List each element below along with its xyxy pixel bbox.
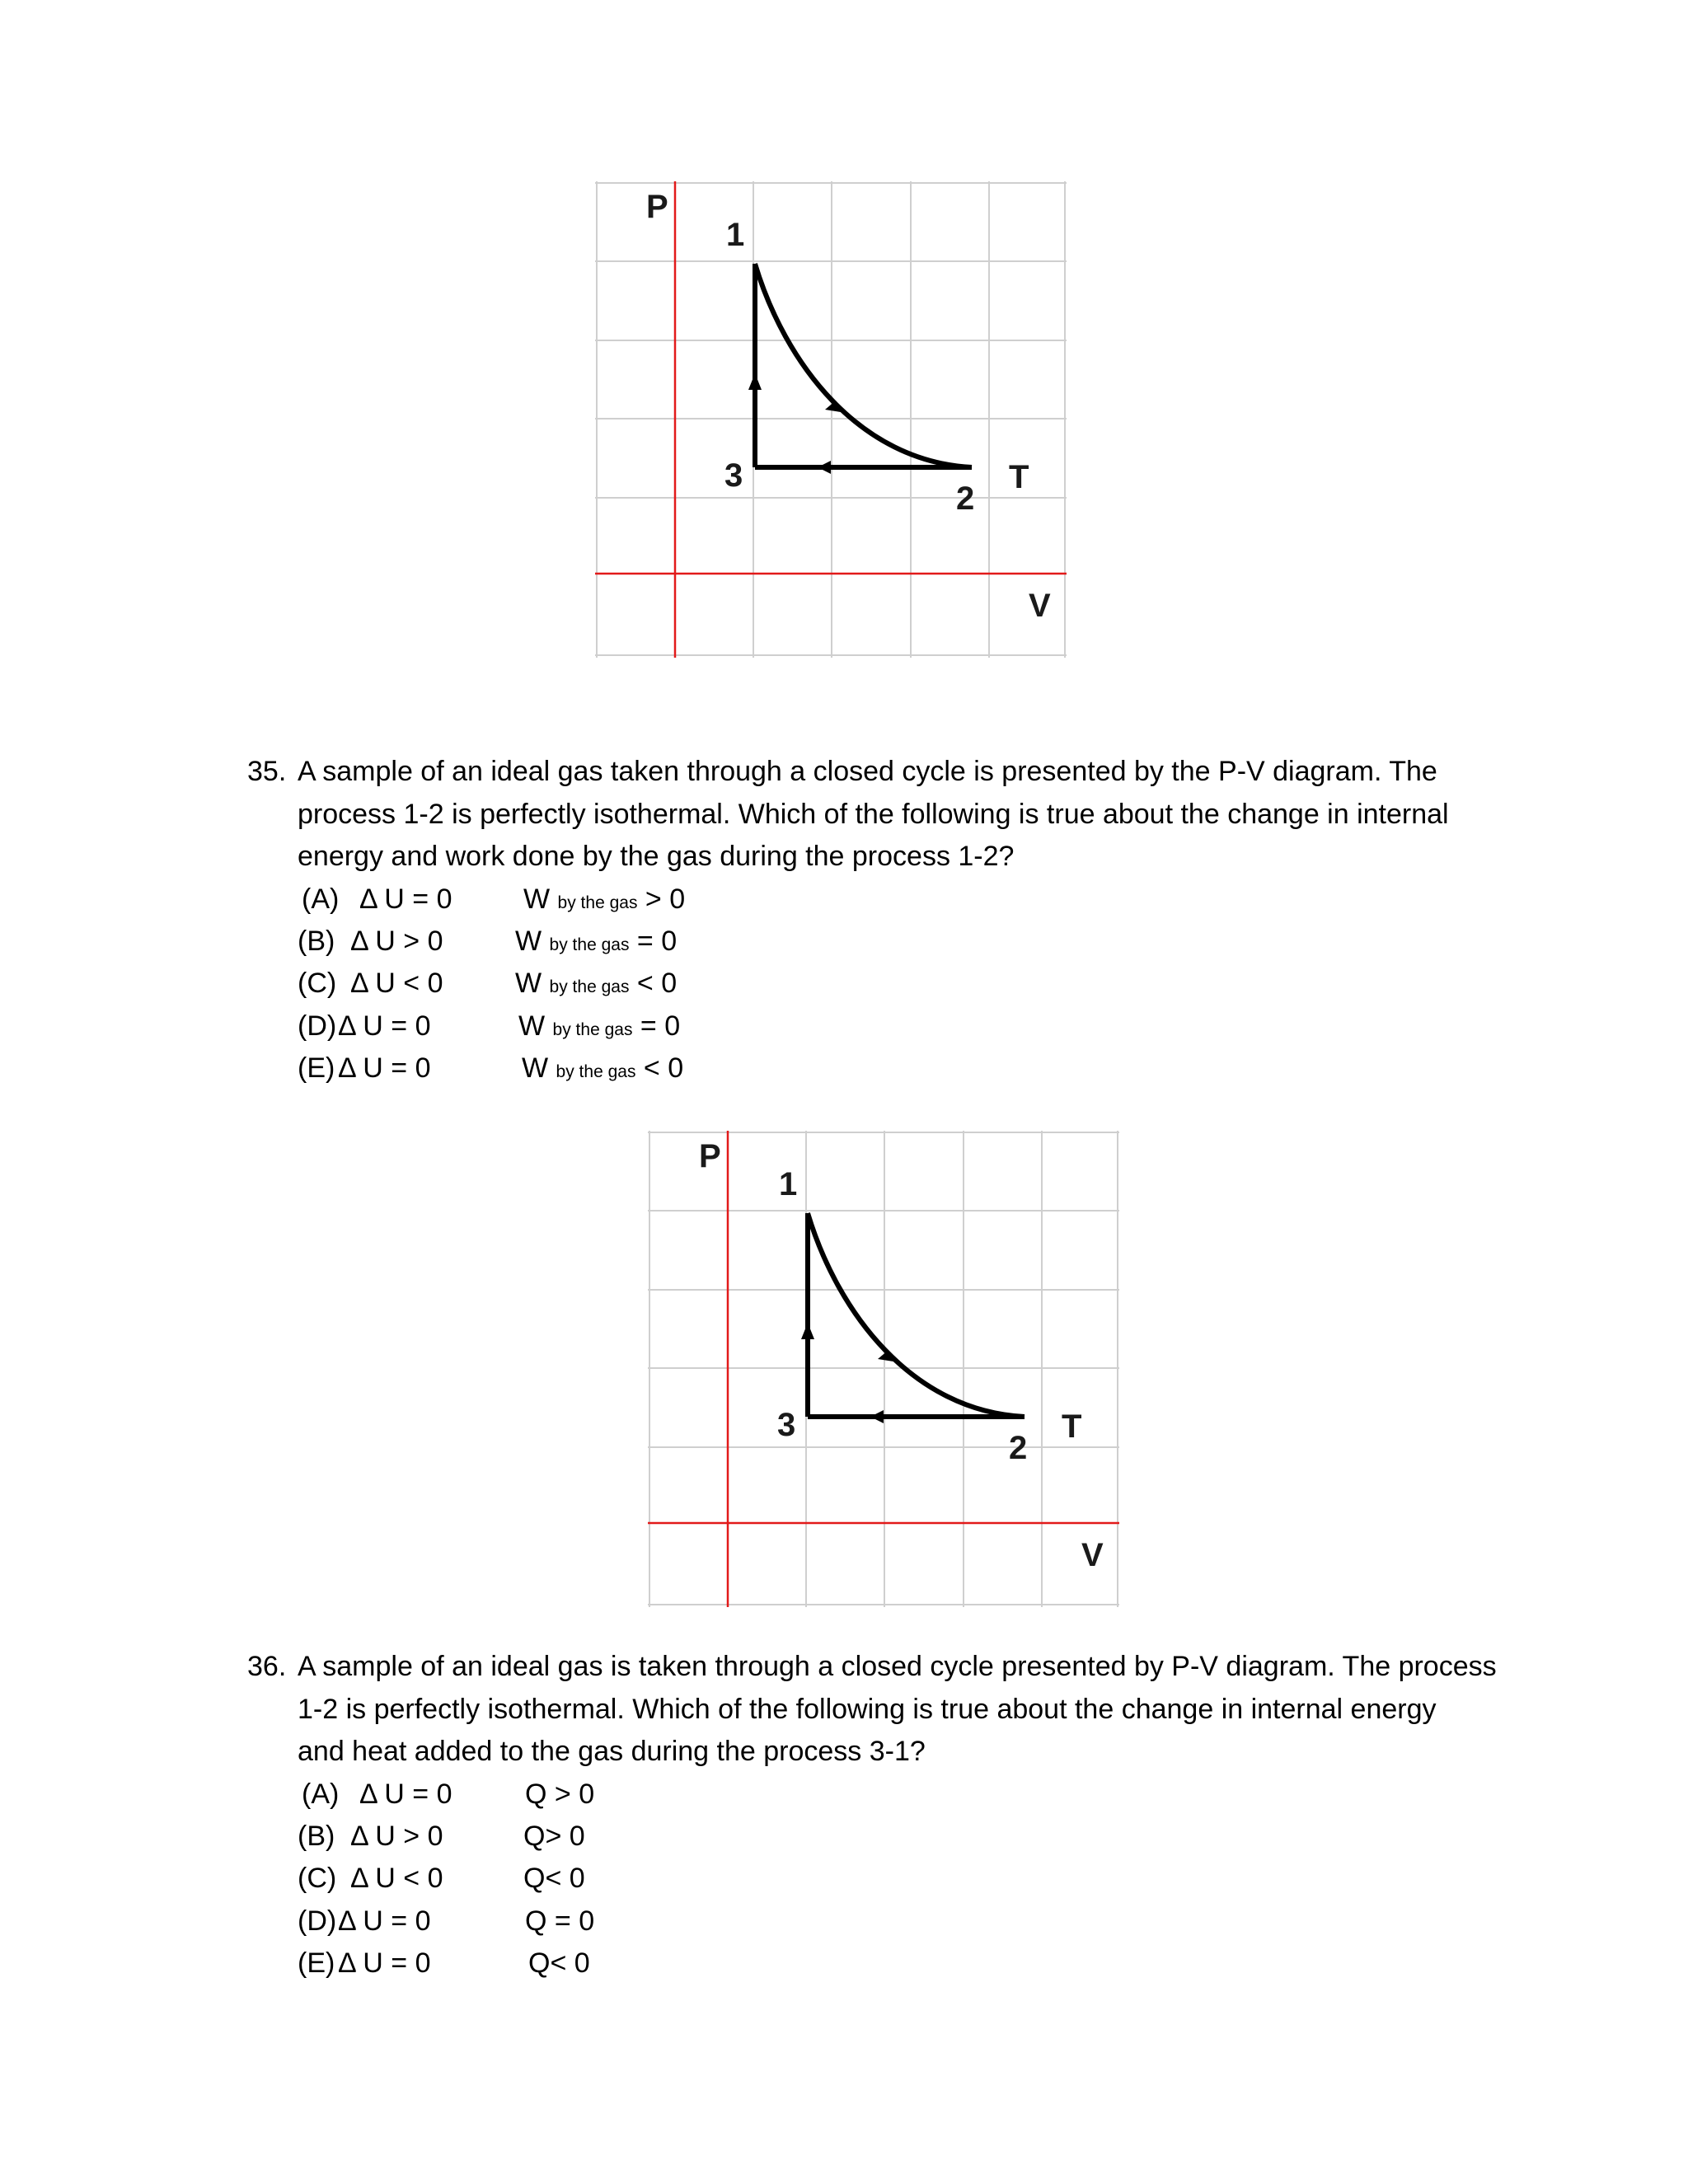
option-letter: (E): [298, 1052, 335, 1084]
pressure-axis-label: P: [646, 189, 668, 225]
option-letter: (E): [298, 1947, 335, 1979]
work-value: W by the gas = 0: [515, 926, 678, 957]
option-letter: (B): [298, 926, 335, 957]
delta-u-value: Δ U = 0: [359, 883, 452, 915]
work-value: W by the gas = 0: [518, 1010, 681, 1042]
delta-u-value: Δ U < 0: [350, 968, 443, 999]
arrow-3-to-1-icon: [748, 373, 762, 390]
delta-u-value: Δ U = 0: [338, 1947, 431, 1979]
delta-u-value: Δ U > 0: [350, 1821, 443, 1852]
delta-u-value: Δ U = 0: [338, 1010, 431, 1042]
option-letter: (C): [298, 1863, 337, 1894]
pv-diagram-1: [595, 181, 1067, 658]
question-text-line: process 1-2 is perfectly isothermal. Which of the following is true about the change in internal: [298, 799, 1449, 830]
option-letter: (C): [298, 968, 337, 999]
pv-diagram-2: [648, 1131, 1119, 1607]
isothermal-curve-1-2: [808, 1213, 1025, 1417]
isotherm-label: T: [1062, 1408, 1082, 1445]
delta-u-value: Δ U = 0: [359, 1779, 452, 1810]
option-letter: (D): [298, 1010, 337, 1042]
delta-u-value: Δ U > 0: [350, 926, 443, 957]
delta-u-value: Δ U < 0: [350, 1863, 443, 1894]
option-letter: (A): [302, 1779, 340, 1810]
grid: [595, 181, 1067, 658]
question-text-line: A sample of an ideal gas is taken through a closed cycle presented by P-V diagram. The process: [298, 1651, 1497, 1682]
point-1-label: 1: [726, 217, 745, 253]
heat-value: Q > 0: [525, 1779, 595, 1810]
question-text-line: energy and work done by the gas during the process 1-2?: [298, 841, 1015, 872]
pv-diagram-1-svg: [595, 181, 1067, 658]
heat-value: Q = 0: [525, 1905, 595, 1937]
isotherm-label: T: [1009, 459, 1029, 495]
heat-value: Q< 0: [523, 1863, 585, 1894]
delta-u-value: Δ U = 0: [338, 1905, 431, 1937]
point-1-label: 1: [779, 1166, 798, 1202]
arrow-3-to-1-icon: [801, 1323, 814, 1339]
delta-u-value: Δ U = 0: [338, 1052, 431, 1084]
option-letter: (B): [298, 1821, 335, 1852]
option-letter: (D): [298, 1905, 337, 1937]
question-text-line: and heat added to the gas during the process 3-1?: [298, 1736, 926, 1767]
question-text-line: A sample of an ideal gas taken through a closed cycle is presented by the P-V diagram. The: [298, 756, 1437, 787]
point-2-label: 2: [956, 480, 975, 517]
arrow-2-to-3-icon: [870, 1410, 884, 1423]
question-number: 35.: [247, 756, 287, 787]
grid: [648, 1131, 1119, 1607]
point-2-label: 2: [1009, 1430, 1028, 1466]
work-value: W by the gas > 0: [523, 883, 686, 915]
work-value: W by the gas < 0: [515, 968, 678, 999]
arrow-2-to-3-icon: [818, 461, 831, 474]
point-3-label: 3: [777, 1407, 796, 1443]
question-number: 36.: [247, 1651, 287, 1682]
work-value: W by the gas < 0: [522, 1052, 684, 1084]
question-text-line: 1-2 is perfectly isothermal. Which of the following is true about the change in internal energy: [298, 1694, 1437, 1725]
pressure-axis-label: P: [699, 1138, 721, 1174]
heat-value: Q> 0: [523, 1821, 585, 1852]
volume-axis-label: V: [1081, 1537, 1104, 1573]
pv-diagram-2-svg: [648, 1131, 1119, 1607]
isothermal-curve-1-2: [755, 264, 972, 467]
point-3-label: 3: [724, 457, 743, 494]
option-letter: (A): [302, 883, 340, 915]
volume-axis-label: V: [1029, 588, 1051, 624]
heat-value: Q< 0: [528, 1947, 590, 1979]
